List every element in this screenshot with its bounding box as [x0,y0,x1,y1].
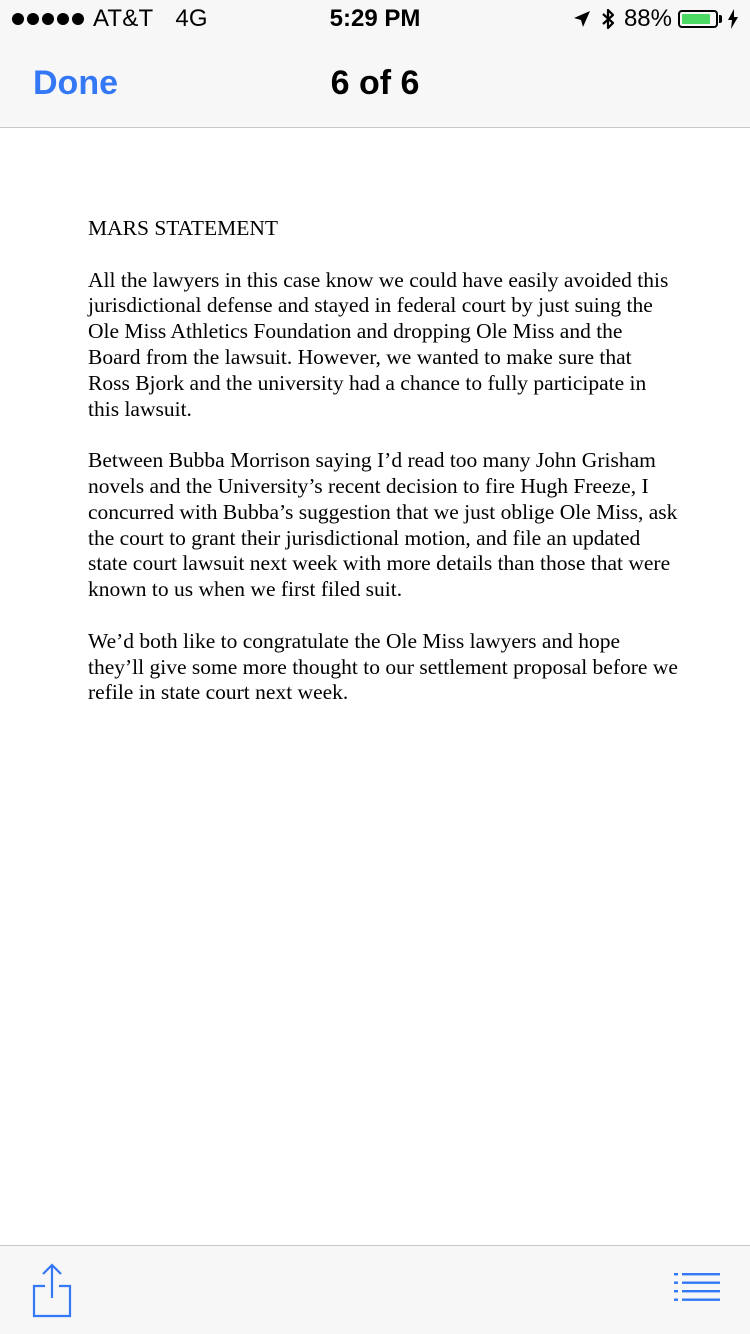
document-paragraph: We’d both like to congratulate the Ole Miss lawyers and hope they’ll give some more thought to our settlement proposal before we refile in state court next week. [88,628,678,705]
page-counter: 6 of 6 [330,64,420,102]
charging-bolt-icon [728,9,738,29]
status-bar [0,0,750,40]
document-paragraph: All the lawyers in this case know we could have easily avoided this jurisdictional defense and stayed in federal court by just suing the Ole Miss Athletics Foundation and dropping Ole Miss and the Board from the lawsuit. However, we wanted to make sure that Ross Bjork and the university had a chance to fully participate in this lawsuit. [88,267,669,421]
nav-bar [0,40,750,128]
share-icon [30,1262,74,1318]
status-time: 5:29 PM [329,5,421,32]
document-page [88,216,678,732]
share-button[interactable] [30,1262,74,1318]
carrier-name: AT&T [93,5,154,32]
status-left [12,5,208,33]
bottom-toolbar [0,1245,750,1334]
battery-fill [682,14,710,24]
network-type: 4G [175,5,208,32]
battery-icon [678,10,722,28]
location-arrow-icon [572,9,592,29]
list-button[interactable] [674,1272,720,1302]
document-paragraph: Between Bubba Morrison saying I’d read too many John Grisham novels and the University’s recent decision to fire Hugh Freeze, I concurred with Bubba’s suggestion that we just oblige Ole Miss, ask the court to grant their jurisdictional motion, and file an updated state court lawsuit next week with more details than those that were known to us when we first filed suit. [88,448,678,602]
battery-percent: 88% [623,5,672,32]
bluetooth-icon [600,7,616,31]
status-right [572,5,738,33]
signal-dots-icon [12,13,84,25]
list-icon [674,1272,720,1302]
document-title: MARS STATEMENT [88,216,279,240]
done-button[interactable]: Done [33,64,118,102]
